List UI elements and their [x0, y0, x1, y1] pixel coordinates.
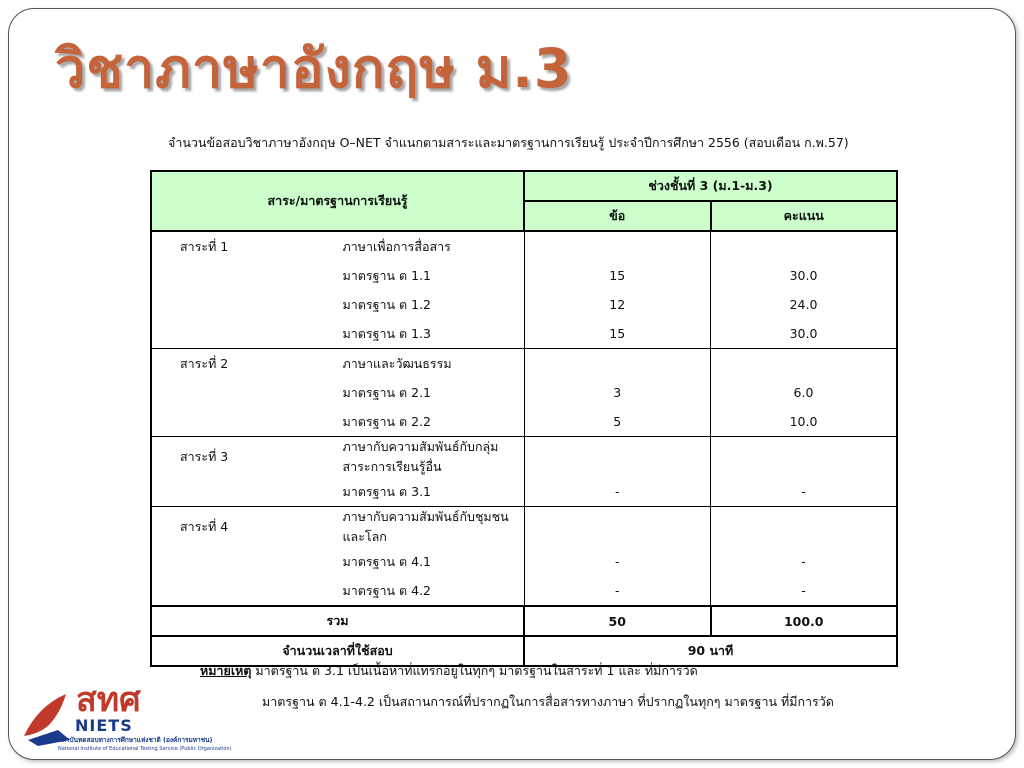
items-value: 15 [524, 261, 711, 290]
header-items: ข้อ [524, 201, 711, 231]
notes [200, 655, 834, 717]
table-row [151, 477, 897, 507]
group-2 [151, 349, 897, 437]
standard-name: มาตรฐาน ต 2.1 [342, 384, 431, 400]
score-value: - [711, 547, 898, 576]
table-row [151, 437, 897, 478]
table-row [151, 290, 897, 319]
group-label: สาระที่ 2 [151, 349, 338, 379]
items-value: - [524, 547, 711, 576]
table-row [151, 507, 897, 548]
exam-table [150, 170, 898, 667]
table-row [151, 378, 897, 407]
score-value: 30.0 [711, 261, 898, 290]
group-label: สาระที่ 1 [151, 231, 338, 261]
group-label: สาระที่ 3 [151, 437, 338, 478]
score-value: 24.0 [711, 290, 898, 319]
group-label: สาระที่ 4 [151, 507, 338, 548]
header-score: คะแนน [711, 201, 898, 231]
total-row [151, 606, 897, 636]
total-label: รวม [151, 606, 524, 636]
score-value: - [711, 477, 898, 507]
exam-table-wrapper [150, 170, 898, 667]
score-value: 10.0 [711, 407, 898, 437]
score-value: 6.0 [711, 378, 898, 407]
items-value: 12 [524, 290, 711, 319]
note-line-2: มาตรฐาน ต 4.1-4.2 เป็นสถานการณ์ที่ปรากฏในการสื่อสารทางภาษา ที่ปรากฏในทุกๆ มาตรฐาน ที่มีการวัด [262, 694, 834, 709]
note-line-1 [200, 655, 834, 686]
total-items: 50 [524, 606, 711, 636]
standard-name: มาตรฐาน ต 4.1 [342, 553, 431, 569]
logo-thai-abbr: สทศ [76, 680, 141, 720]
table-row [151, 407, 897, 437]
table-row [151, 576, 897, 606]
header-standard: สาระ/มาตรฐานการเรียนรู้ [151, 171, 524, 231]
header-level: ช่วงชั้นที่ 3 (ม.1-ม.3) [524, 171, 897, 201]
score-value: 30.0 [711, 319, 898, 349]
items-value: 3 [524, 378, 711, 407]
standard-name: มาตรฐาน ต 1.1 [342, 267, 431, 283]
table-row [151, 231, 897, 261]
note-label: หมายเหตุ [200, 663, 252, 678]
group-name: ภาษากับความสัมพันธ์กับกลุ่มสาระการเรียนรู้อื่น [338, 437, 525, 478]
table-row [151, 547, 897, 576]
group-3 [151, 437, 897, 507]
standard-name: มาตรฐาน ต 2.2 [342, 413, 431, 429]
logo-thai-name: สถาบันทดสอบทางการศึกษาแห่งชาติ (องค์การมหาชน) [58, 736, 213, 744]
time-label: จำนวนเวลาที่ใช้สอบ [151, 636, 524, 666]
total-score: 100.0 [711, 606, 898, 636]
items-value: 15 [524, 319, 711, 349]
table-row [151, 261, 897, 290]
group-1 [151, 231, 897, 349]
items-value: - [524, 576, 711, 606]
group-4 [151, 507, 897, 607]
logo-english-name: National Institute of Educational Testing Service (Public Organization) [58, 746, 232, 752]
group-name: ภาษากับความสัมพันธ์กับชุมชนและโลก [338, 507, 525, 548]
niets-logo [18, 680, 238, 760]
table-row [151, 349, 897, 379]
note-text-1: มาตรฐาน ต 3.1 เป็นเนื้อหาที่แทรกอยู่ในทุกๆ มาตรฐานในสาระที่ 1 และ ที่มีการวัด [251, 663, 698, 678]
table-row [151, 319, 897, 349]
items-value: - [524, 477, 711, 507]
logo-abbr: NIETS [75, 716, 133, 735]
standard-name: มาตรฐาน ต 1.3 [342, 325, 431, 341]
table-caption: จำนวนข้อสอบวิชาภาษาอังกฤษ O–NET จำแนกตามสาระและมาตรฐานการเรียนรู้ ประจำปีการศึกษา 2556 (สอบเดือน ก.พ.57) [168, 135, 849, 150]
items-value: 5 [524, 407, 711, 437]
page-title: วิชาภาษาอังกฤษ ม.3 [55, 37, 573, 100]
standard-name: มาตรฐาน ต 1.2 [342, 296, 431, 312]
standard-name: มาตรฐาน ต 3.1 [342, 483, 431, 499]
group-name: ภาษาและวัฒนธรรม [338, 349, 525, 379]
standard-name: มาตรฐาน ต 4.2 [342, 582, 431, 598]
time-value: 90 นาที [524, 636, 897, 666]
score-value: - [711, 576, 898, 606]
group-name: ภาษาเพื่อการสื่อสาร [338, 231, 525, 261]
